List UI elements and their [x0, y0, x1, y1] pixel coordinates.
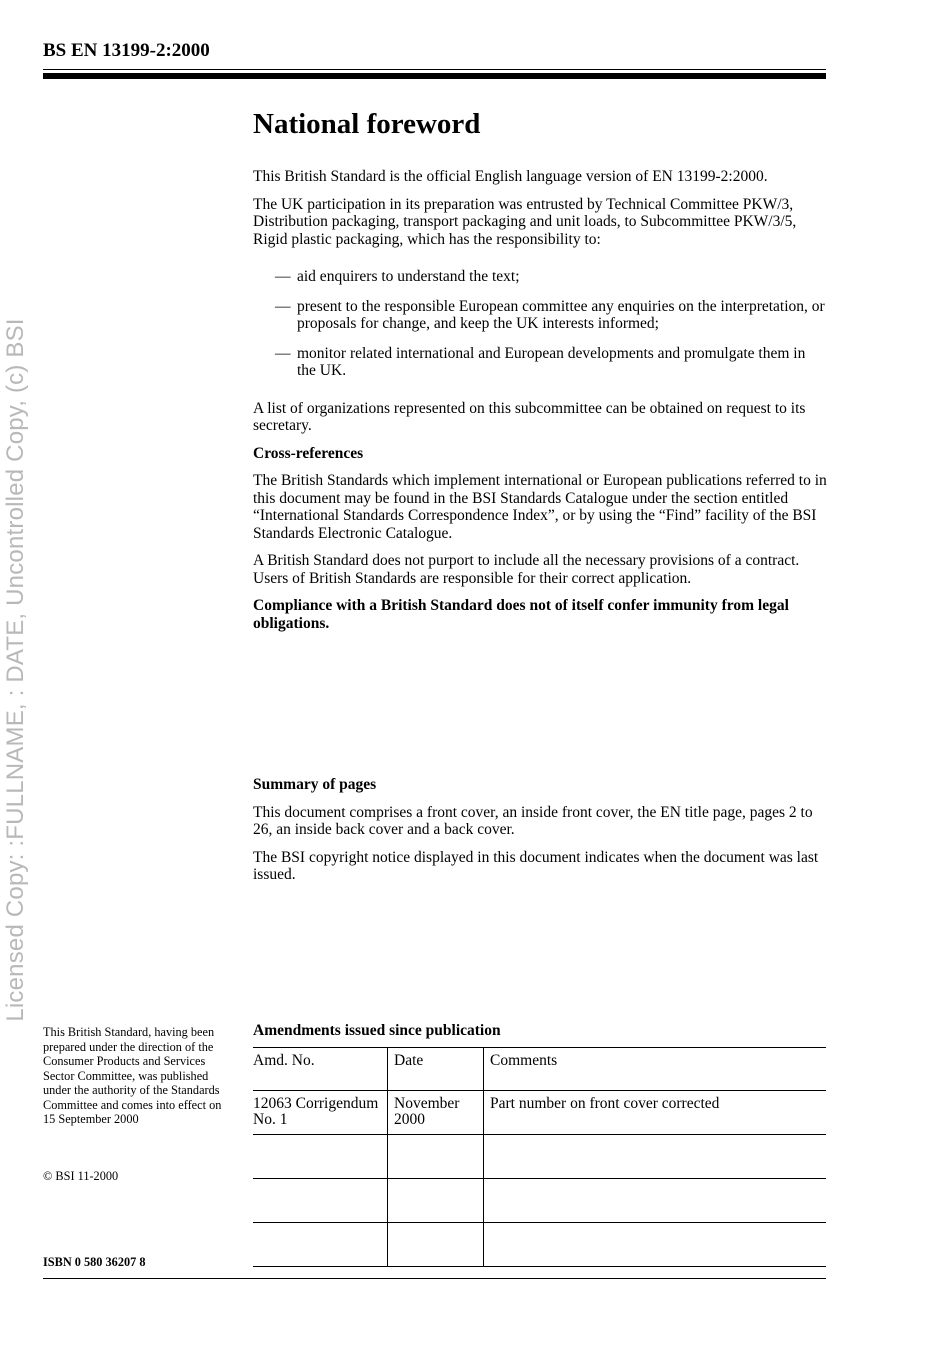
publication-note: This British Standard, having been prepared under the direction of the Consumer Products and Services Sector Committee, was published under the authority of the Standards Committee and comes into effect on 15 September 2000 — [43, 1025, 222, 1126]
dash-bullet: — — [275, 344, 291, 362]
cross-references-paragraph: The British Standards which implement international or European publications referred to in this document may be found in the BSI Standards Catalogue under the section entitled “International Standards Correspondence Index”, or by using the “Find” facility of the BSI Standards Electronic Catalogue. — [253, 472, 827, 542]
table-cell: November 2000 — [388, 1091, 484, 1135]
table-cell — [253, 1223, 388, 1267]
list-item — [253, 345, 828, 380]
table-cell — [253, 1135, 388, 1179]
main-content — [253, 106, 828, 894]
list-item-text: aid enquirers to understand the text; — [297, 268, 520, 285]
list-item — [253, 298, 828, 333]
column-header: Comments — [484, 1048, 827, 1091]
participation-paragraph: The UK participation in its preparation was entrusted by Technical Committee PKW/3, Distribution packaging, transport packaging and unit loads, to Subcommittee PKW/3/5, Rigid plastic packaging, which has the responsibility to: — [253, 195, 797, 248]
table-cell: 12063 Corrigendum No. 1 — [253, 1091, 388, 1135]
table-cell — [388, 1223, 484, 1267]
page-title: National foreword — [253, 108, 481, 140]
table-row — [253, 1135, 826, 1179]
amendments-title: Amendments issued since publication — [253, 1022, 501, 1039]
list-item-text: present to the responsible European committee any enquiries on the interpretation, or proposals for change, and keep the UK interests informed; — [297, 297, 825, 332]
copyright-line: © BSI 11-2000 — [43, 1169, 119, 1183]
table-cell: Part number on front cover corrected — [484, 1091, 827, 1135]
summary-paragraph: This document comprises a front cover, an inside front cover, the EN title page, pages 2 to 26, an inside back cover and a back cover. — [253, 803, 813, 838]
table-row — [253, 1091, 826, 1135]
table-cell — [484, 1179, 827, 1223]
table-cell — [484, 1135, 827, 1179]
column-header: Amd. No. — [253, 1048, 388, 1091]
copyright-notice-paragraph: The BSI copyright notice displayed in this document indicates when the document was last issued. — [253, 848, 819, 883]
isbn: ISBN 0 580 36207 8 — [43, 1255, 146, 1269]
responsibility-list — [253, 268, 828, 380]
contract-paragraph: A British Standard does not purport to include all the necessary provisions of a contract. Users of British Standards are responsible for their correct application. — [253, 552, 800, 587]
document-code: BS EN 13199-2:2000 — [43, 40, 210, 61]
intro-paragraph: This British Standard is the official English language version of EN 13199-2:2000. — [253, 168, 768, 185]
summary-heading: Summary of pages — [253, 776, 377, 793]
summary-section — [253, 776, 828, 884]
license-watermark: Licensed Copy: :FULLNAME, : DATE, Uncontrolled Copy, (c) BSI — [2, 318, 29, 1022]
organizations-paragraph: A list of organizations represented on this subcommittee can be obtained on request to its secretary. — [253, 399, 806, 434]
header-rule-thin — [43, 69, 826, 70]
dash-bullet: — — [275, 297, 291, 315]
header-rule-thick — [43, 73, 826, 79]
footer-rule — [43, 1278, 826, 1279]
table-cell — [253, 1179, 388, 1223]
list-item — [253, 268, 828, 286]
list-item-text: monitor related international and European developments and promulgate them in the UK. — [297, 344, 806, 379]
table-cell — [388, 1135, 484, 1179]
cross-references-heading: Cross-references — [253, 444, 364, 462]
table-row — [253, 1223, 826, 1267]
dash-bullet: — — [275, 268, 291, 285]
table-cell — [388, 1179, 484, 1223]
column-header: Date — [388, 1048, 484, 1091]
table-cell — [484, 1223, 827, 1267]
table-row — [253, 1179, 826, 1223]
compliance-statement: Compliance with a British Standard does not of itself confer immunity from legal obligations. — [253, 597, 789, 632]
amendments-table — [253, 1047, 826, 1267]
table-header-row — [253, 1048, 826, 1091]
